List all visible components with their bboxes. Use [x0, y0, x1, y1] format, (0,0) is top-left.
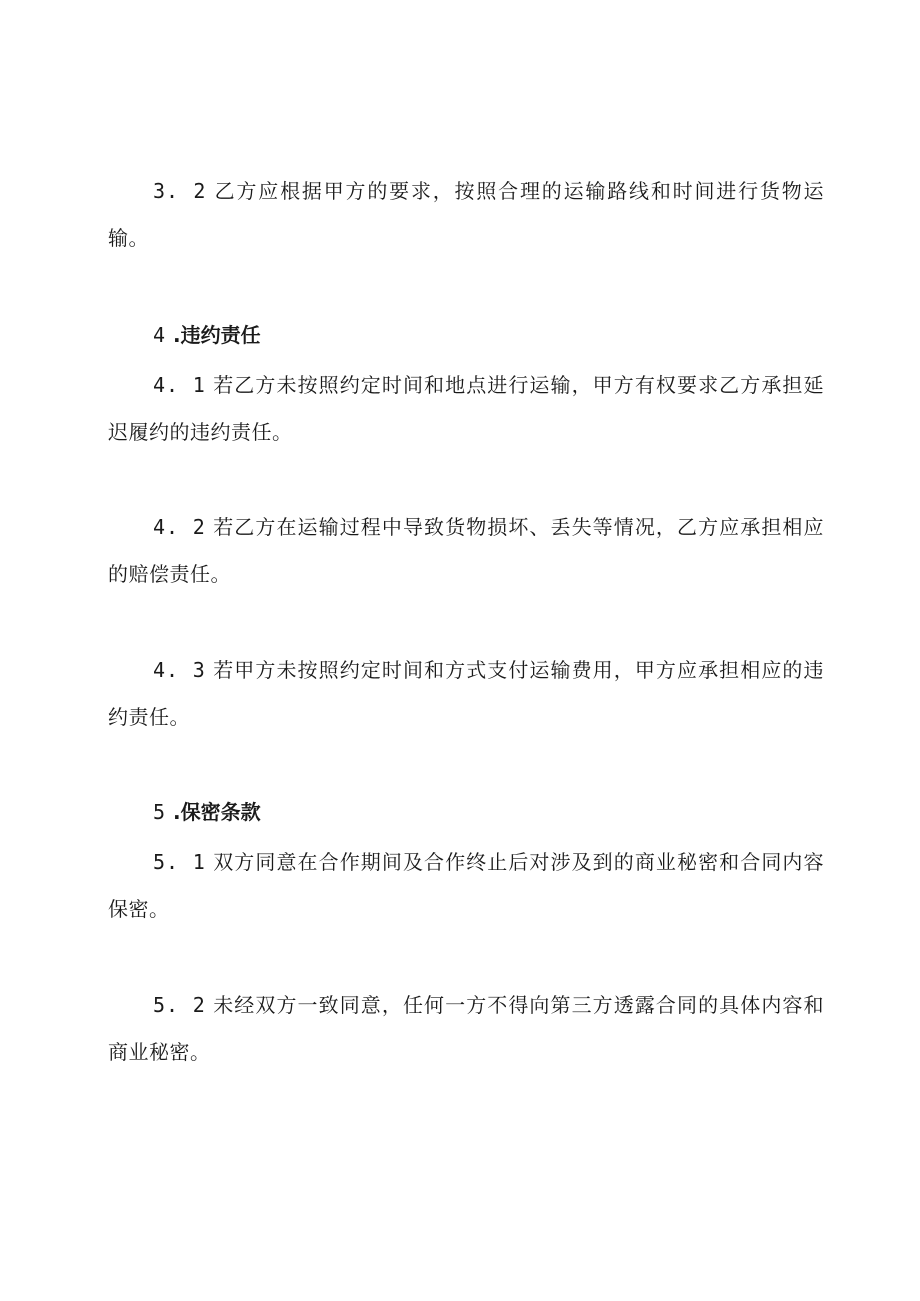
clause-4-3: [108, 647, 824, 741]
section-title: .违约责任: [173, 323, 261, 347]
clause-number: 4. 2: [153, 515, 206, 539]
section-number: 4: [153, 323, 167, 347]
clause-number: 5. 1: [153, 850, 206, 874]
section-heading-4: [153, 320, 261, 350]
clause-text: 未经双方一致同意，任何一方不得向第三方透露合同的具体内容和商业秘密。: [108, 993, 825, 1064]
clause-4-1: [108, 362, 824, 456]
clause-number: 4. 1: [153, 373, 206, 397]
section-heading-5: [153, 797, 261, 827]
clause-text: 若甲方未按照约定时间和方式支付运输费用，甲方应承担相应的违约责任。: [108, 658, 825, 729]
clause-number: 5. 2: [153, 993, 206, 1017]
section-number: 5: [153, 800, 167, 824]
clause-text: 若乙方未按照约定时间和地点进行运输，甲方有权要求乙方承担延迟履约的违约责任。: [108, 373, 825, 444]
clause-3-2: [108, 168, 824, 262]
clause-text: 双方同意在合作期间及合作终止后对涉及到的商业秘密和合同内容保密。: [108, 850, 825, 921]
section-title: .保密条款: [173, 800, 261, 824]
clause-4-2: [108, 504, 824, 598]
clause-5-2: [108, 982, 824, 1076]
clause-5-1: [108, 839, 824, 933]
clause-text: 乙方应根据甲方的要求，按照合理的运输路线和时间进行货物运输。: [108, 179, 825, 250]
clause-text: 若乙方在运输过程中导致货物损坏、丢失等情况，乙方应承担相应的赔偿责任。: [108, 515, 825, 586]
clause-number: 3. 2: [153, 179, 207, 203]
clause-number: 4. 3: [153, 658, 206, 682]
